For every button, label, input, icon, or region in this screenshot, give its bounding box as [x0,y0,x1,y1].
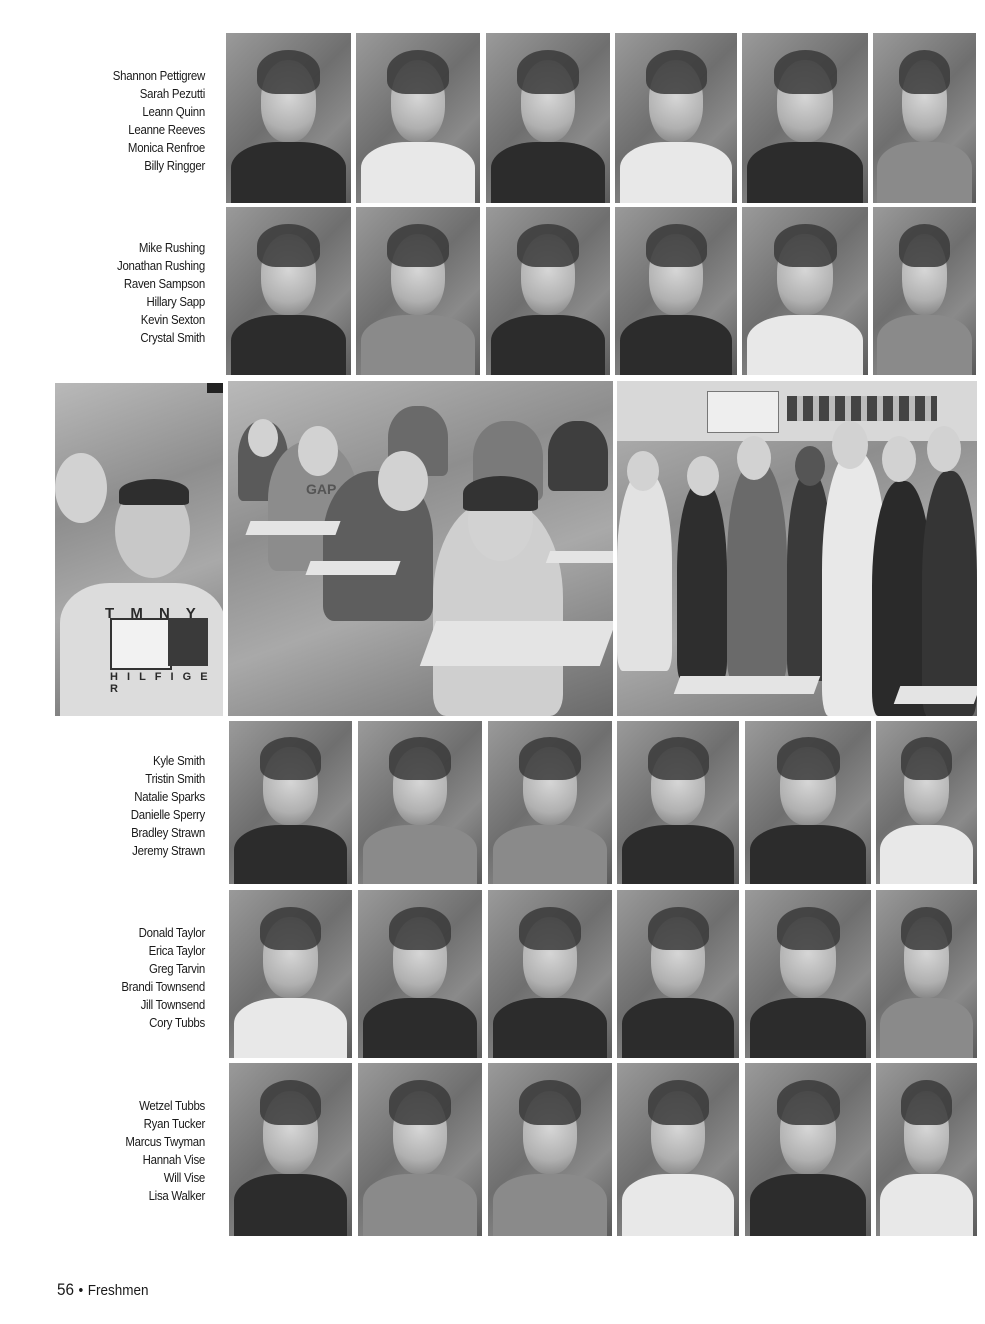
student-portrait [229,890,352,1058]
footer-bullet: • [78,1282,84,1299]
student-name: Will Vise [163,1170,205,1185]
student-name: Crystal Smith [140,330,205,345]
student-name: Greg Tarvin [148,961,205,976]
student-name: Natalie Sparks [134,789,205,804]
student-portrait [226,207,351,375]
page-footer [57,1280,149,1300]
student-portrait [876,721,977,884]
name-list-row-4 [60,924,205,1032]
name-list-row-5 [60,1097,205,1205]
candid-photo-students-standing [617,381,977,716]
student-name: Marcus Twyman [125,1134,205,1149]
name-list-row-2 [60,239,205,347]
student-name: Jill Townsend [140,997,205,1012]
student-portrait [745,1063,871,1236]
student-name: Ryan Tucker [143,1116,205,1131]
name-list-row-1 [60,67,205,175]
student-name: Tristin Smith [145,771,205,786]
student-portrait [356,33,480,203]
student-portrait [229,1063,352,1236]
student-portrait [488,1063,612,1236]
student-portrait [358,721,482,884]
student-name: Kevin Sexton [140,312,205,327]
student-portrait [229,721,352,884]
student-name: Sarah Pezutti [139,86,205,101]
student-name: Kyle Smith [152,753,205,768]
student-name: Wetzel Tubbs [139,1098,205,1113]
student-portrait [745,721,871,884]
student-name: Billy Ringger [144,158,205,173]
student-portrait [745,890,871,1058]
student-portrait [876,890,977,1058]
name-list-row-3 [60,752,205,860]
student-portrait [488,721,612,884]
student-name: Jonathan Rushing [117,258,205,273]
candid-photo-classroom-desks [228,381,613,716]
student-name: Leanne Reeves [128,122,205,137]
student-name: Raven Sampson [123,276,205,291]
student-portrait [617,1063,739,1236]
student-name: Mike Rushing [138,240,205,255]
student-portrait [358,890,482,1058]
student-name: Jeremy Strawn [132,843,205,858]
student-name: Danielle Sperry [130,807,205,822]
student-name: Cory Tubbs [149,1015,205,1030]
student-portrait [873,207,976,375]
student-portrait [488,890,612,1058]
sweater-text-bottom: H I L F I G E R [110,671,211,695]
page-number: 56 [57,1280,75,1299]
student-name: Hannah Vise [142,1152,205,1167]
student-portrait [226,33,351,203]
student-name: Donald Taylor [138,925,205,940]
student-portrait [873,33,976,203]
student-name: Monica Renfroe [127,140,205,155]
student-portrait [615,207,737,375]
student-portrait [615,33,737,203]
student-portrait [358,1063,482,1236]
section-title: Freshmen [87,1282,149,1299]
student-portrait [486,33,610,203]
student-portrait [486,207,610,375]
student-name: Hillary Sapp [146,294,205,309]
student-portrait [356,207,480,375]
student-portrait [742,33,868,203]
candid-photo-boy-sweater [55,383,223,716]
student-portrait [617,721,739,884]
student-name: Erica Taylor [148,943,205,958]
shirt-text-gap: GAP [306,481,337,497]
student-name: Bradley Strawn [131,825,205,840]
student-portrait [617,890,739,1058]
student-name: Lisa Walker [148,1188,205,1203]
student-name: Leann Quinn [142,104,205,119]
student-name: Shannon Pettigrew [112,68,205,83]
sweater-text-top: T M N Y [105,605,202,622]
student-portrait [742,207,868,375]
student-portrait [876,1063,977,1236]
student-name: Brandi Townsend [121,979,205,994]
